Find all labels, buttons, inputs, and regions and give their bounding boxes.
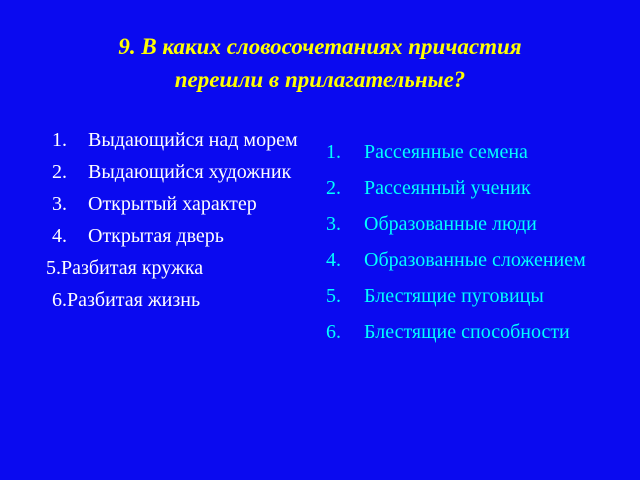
list-item — [326, 318, 626, 346]
item-text: Открытая дверь — [88, 225, 224, 247]
list-item — [52, 128, 302, 152]
item-text: Открытый характер — [88, 193, 257, 215]
list-item — [326, 282, 626, 310]
list-item — [326, 174, 626, 202]
item-text: Блестящие пуговицы — [364, 285, 544, 307]
item-number: 2. — [326, 177, 341, 199]
item-number: 4. — [326, 249, 341, 271]
list-item — [326, 246, 626, 274]
item-number: 1. — [326, 141, 341, 163]
item-number: 5. — [326, 285, 341, 307]
item-number: 6. — [326, 321, 341, 343]
item-number: 2. — [52, 161, 67, 183]
left-column — [46, 128, 302, 320]
item-number: 3. — [52, 193, 67, 215]
item-text: Блестящие способности — [364, 321, 570, 343]
list-item — [52, 192, 302, 216]
list-item — [326, 138, 626, 166]
title-line-1: 9. В каких словосочетаниях причастия — [118, 34, 522, 59]
plain-item-5: 5.Разбитая кружка — [46, 257, 204, 279]
item-text: Выдающийся над морем — [88, 129, 298, 151]
item-number: 3. — [326, 213, 341, 235]
left-numbered-list — [52, 128, 302, 248]
slide-title — [20, 30, 620, 96]
list-item — [52, 224, 302, 248]
list-item — [326, 210, 626, 238]
item-text: Образованные люди — [364, 213, 537, 235]
list-item — [52, 160, 302, 184]
item-text: Рассеянный ученик — [364, 177, 531, 199]
right-numbered-list — [326, 138, 626, 346]
right-column — [326, 138, 626, 354]
item-number: 1. — [52, 129, 67, 151]
plain-item-6: 6.Разбитая жизнь — [52, 289, 201, 311]
title-line-2: перешли в прилагательные? — [174, 67, 466, 92]
item-number: 4. — [52, 225, 67, 247]
item-text: Выдающийся художник — [88, 161, 292, 183]
item-text: Образованные сложением — [364, 249, 586, 271]
item-text: Рассеянные семена — [364, 141, 528, 163]
